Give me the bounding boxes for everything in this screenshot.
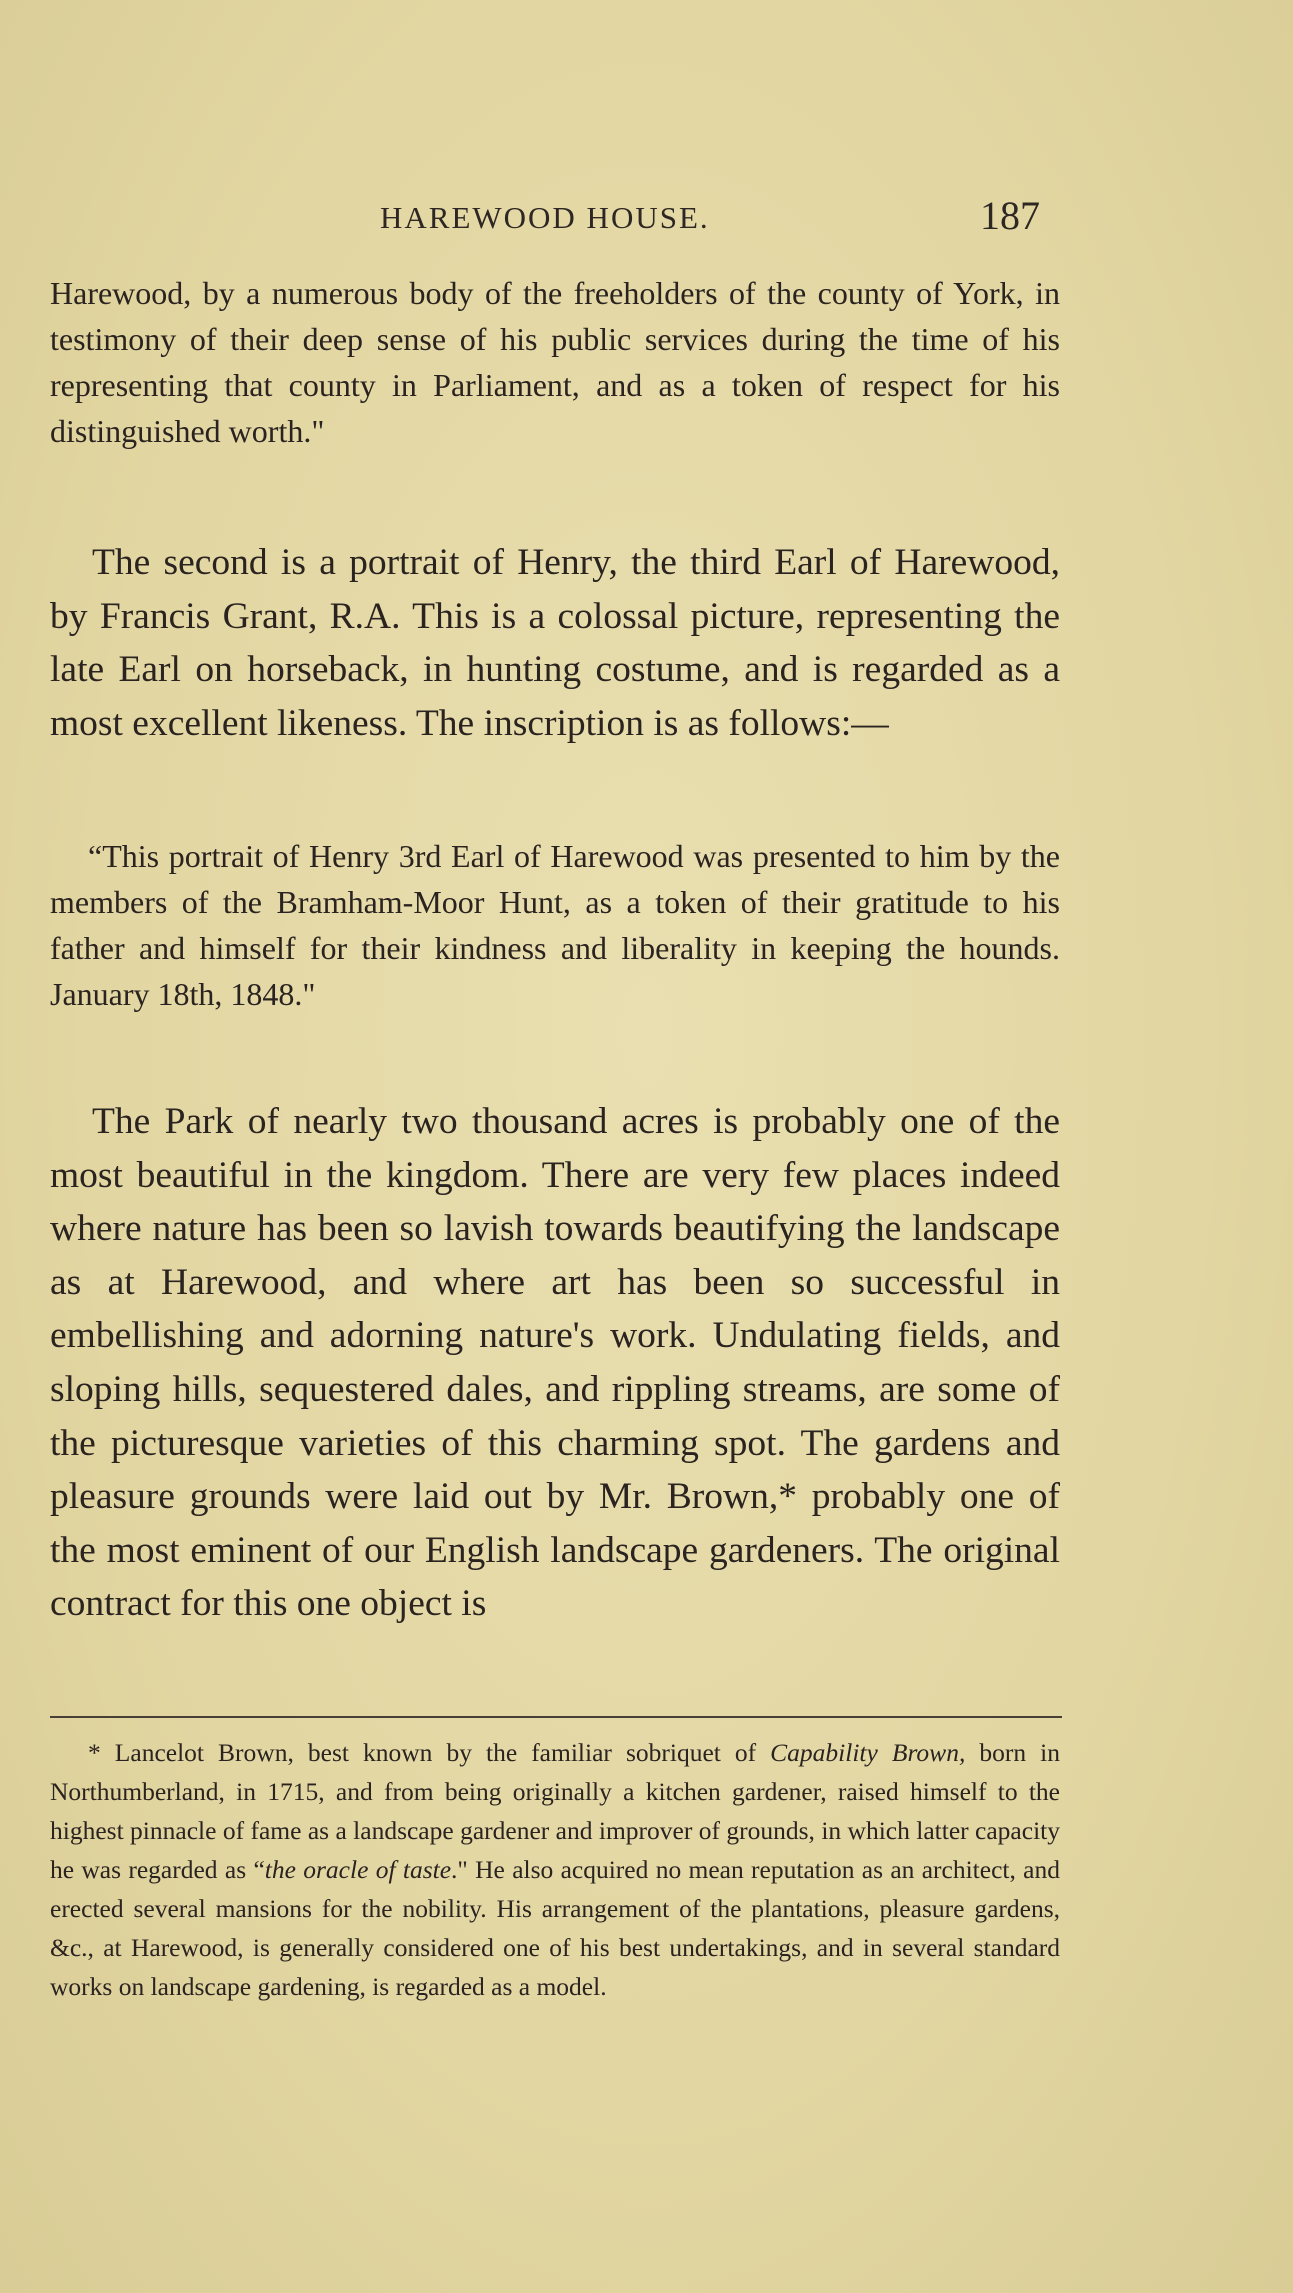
footnote-rule <box>50 1716 1062 1718</box>
footnote-oracle: the oracle of taste <box>264 1855 452 1884</box>
footnote-mid: born in Northumberland, in 1715, and from being originally a kitchen gardener, raised himself to the highest pinnacle of fame as a landscape gardener and improver of grounds, in which latter capacity he was regarded as “ <box>50 1738 1060 1884</box>
paragraph-park: The Park of nearly two thousand acres is probably one of the most beautiful in the kingdom. There are very few places indeed where nature has been so lavish towards beautifying the landscape as at Harewood, and where art has been so successful in embellishing and adorning nature's work. Undulating fields, and sloping hills, sequestered dales, and rippling streams, are some of the picturesque varieties of this charming spot. The gardens and pleasure grounds were laid out by Mr. Brown,* probably one of the most eminent of our English landscape gardeners. The original contract for this one object is <box>50 1101 1060 1625</box>
page-number: 187 <box>980 193 1040 238</box>
running-title: HAREWOOD HOUSE. <box>380 200 710 235</box>
paragraph-continuation: Harewood, by a numerous body of the freeholders of the county of York, in testimony of their deep sense of his public services during the time of his representing that county in Parliament, and as a token of respect for his distinguished worth." <box>50 275 1060 449</box>
quoted-inscription: “This portrait of Henry 3rd Earl of Harewood was presented to him by the members of the Bramham-Moor Hunt, as a token of their gratitude to his father and himself for their kindness and liberality in keeping the hounds. January 18th, 1848." <box>50 838 1060 1012</box>
running-head <box>0 192 1293 242</box>
footnote-lead: * Lancelot Brown, best known by the familiar sobriquet of <box>88 1738 771 1767</box>
footnote <box>50 1733 1060 2006</box>
footnote-tail: ." He also acquired no mean reputation as an architect, and erected several mansions for the nobility. His arrangement of the plantations, pleasure gardens, &c., at Harewood, is generally considered one of his best undertakings, and in several standard works on landscape gardening, is regarded as a model. <box>50 1855 1060 2001</box>
footnote-nickname: Capability Brown, <box>770 1738 966 1767</box>
paragraph-portrait-henry: The second is a portrait of Henry, the third Earl of Harewood, by Francis Grant, R.A. This is a colossal picture, representing the late Earl on horseback, in hunting costume, and is regarded as a most excellent likeness. The inscription is as follows:— <box>50 542 1060 744</box>
